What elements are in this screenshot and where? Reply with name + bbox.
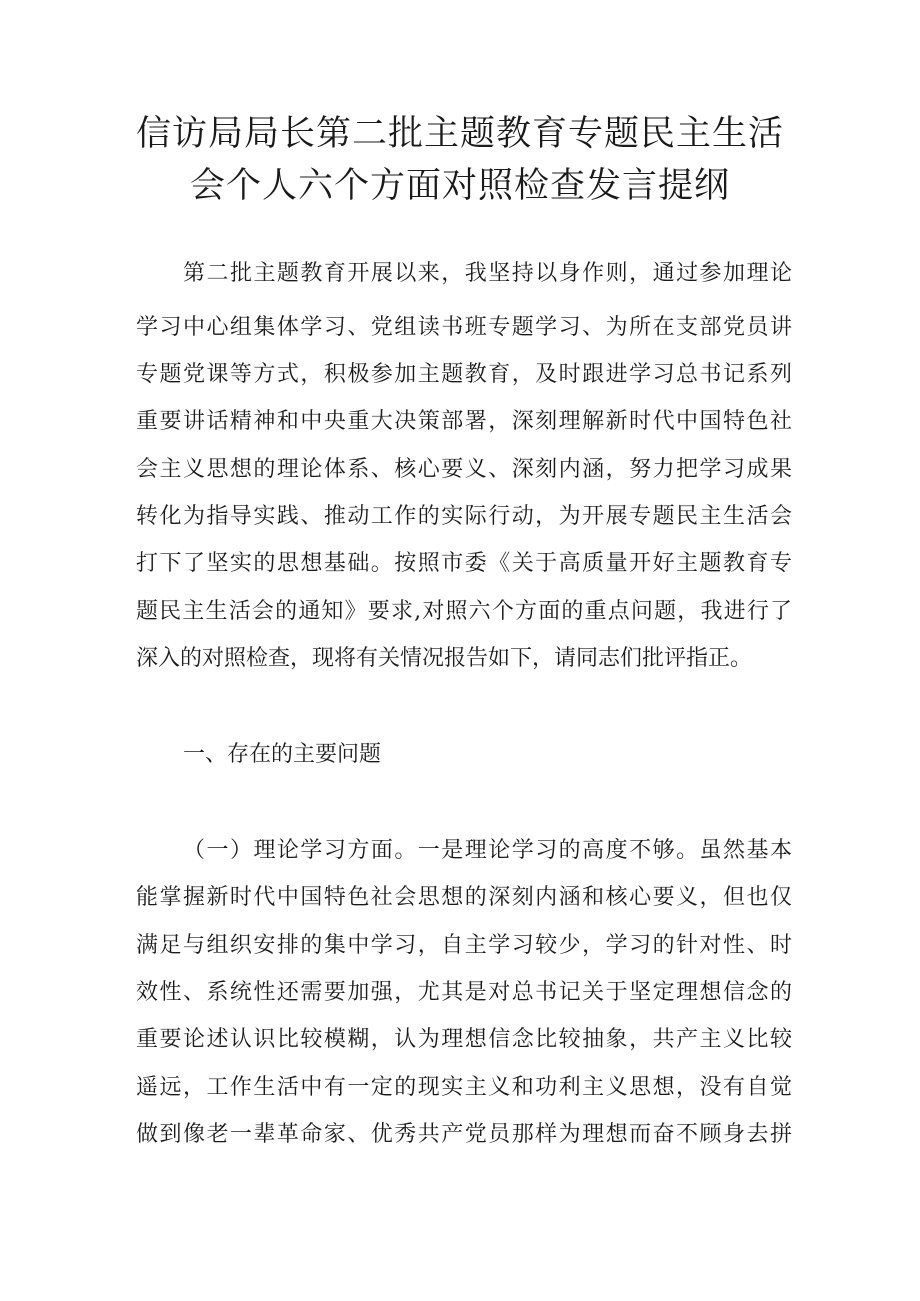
section-heading: 一、存在的主要问题 [183, 742, 382, 767]
paragraph-line: 能掌握新时代中国特色社会思想的深刻内涵和核心要义，但也仅 [136, 885, 792, 910]
paragraph-line: 会主义思想的理论体系、核心要义、深刻内涵，努力把学习成果 [136, 457, 792, 482]
title-line-2: 会个人六个方面对照检查发言提纲 [189, 166, 730, 206]
paragraph-line: 做到像老一辈革命家、优秀共产党员那样为理想而奋不顾身去拼 [136, 1122, 792, 1147]
paragraph-line: 专题党课等方式，积极参加主题教育，及时跟进学习总书记系列 [136, 362, 792, 387]
paragraph-line: 满足与组织安排的集中学习，自主学习较少，学习的针对性、时 [136, 933, 792, 958]
paragraph-line: （一）理论学习方面。一是理论学习的高度不够。虽然基本 [183, 838, 792, 863]
paragraph-line: 深入的对照检查，现将有关情况报告如下，请同志们批评指正。 [136, 646, 753, 671]
paragraph-line: 遥远，工作生活中有一定的现实主义和功利主义思想，没有自觉 [136, 1075, 792, 1100]
paragraph-line: 学习中心组集体学习、党组读书班专题学习、为所在支部党员讲 [136, 315, 792, 340]
paragraph-line: 第二批主题教育开展以来，我坚持以身作则，通过参加理论 [183, 261, 792, 286]
paragraph-line: 重要论述认识比较模糊，认为理想信念比较抽象，共产主义比较 [136, 1027, 792, 1052]
paragraph-line: 打下了坚实的思想基础。按照市委《关于高质量开好主题教育专 [136, 551, 792, 576]
paragraph-line: 效性、系统性还需要加强，尤其是对总书记关于坚定理想信念的 [136, 980, 792, 1005]
paragraph-line: 题民主生活会的通知》要求,对照六个方面的重点问题，我进行了 [136, 599, 792, 624]
paragraph-line: 重要讲话精神和中央重大决策部署，深刻理解新时代中国特色社 [136, 409, 792, 434]
title-line-1: 信访局局长第二批主题教育专题民主生活 [135, 114, 784, 154]
document-title [100, 108, 820, 212]
paragraph-line: 转化为指导实践、推动工作的实际行动，为开展专题民主生活会 [136, 504, 792, 529]
